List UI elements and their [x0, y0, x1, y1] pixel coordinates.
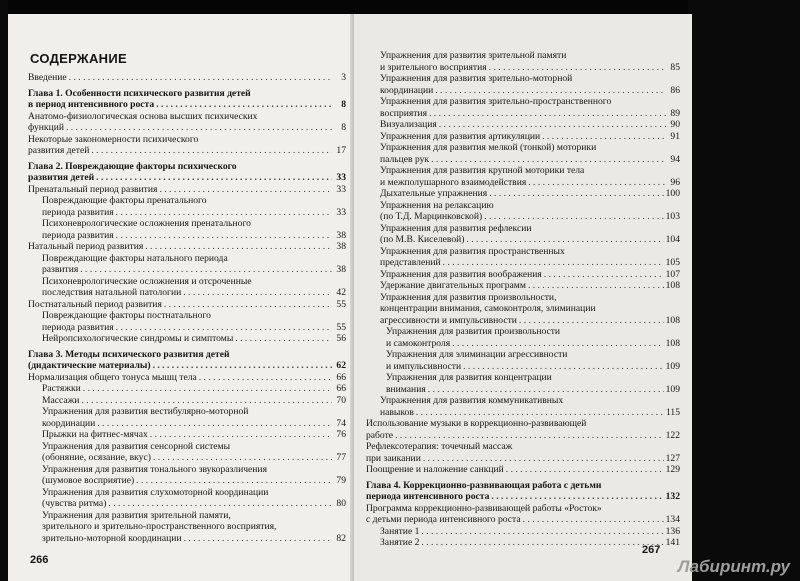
- toc-entry-line: (чувства ритма): [42, 498, 107, 509]
- scanner-bezel-left: [0, 0, 8, 581]
- toc-right-list: [366, 50, 680, 549]
- toc-entry-line: Некоторые закономерности психического: [28, 133, 199, 145]
- toc-entry-line: Поощрение и наложение санкций: [366, 464, 504, 475]
- toc-entry: [366, 464, 680, 476]
- toc-entry: [28, 333, 346, 345]
- toc-page-number: 109: [665, 383, 680, 395]
- toc-entry-line: зрительного и зрительно-пространственного восприятия,: [42, 521, 277, 532]
- toc-entry-line: Занятие 2: [380, 537, 420, 548]
- scanner-bezel-top: [0, 0, 800, 14]
- dot-leader: [159, 184, 332, 196]
- toc-entry-line: и самоконтроля: [386, 337, 451, 349]
- toc-entry: [366, 269, 680, 281]
- toc-page-number: 74: [336, 417, 346, 429]
- toc-entry-line: и импульсивности: [386, 360, 462, 372]
- dot-leader: [116, 230, 332, 242]
- toc-entry-leader-row: [366, 453, 680, 465]
- dot-leader: [69, 72, 332, 84]
- toc-entry-leader-row: [386, 384, 680, 396]
- toc-entry-leader-row: [42, 287, 346, 299]
- toc-entry-leader-row: [28, 241, 346, 253]
- dot-leader: [489, 188, 663, 200]
- dot-leader: [463, 361, 664, 373]
- dot-leader: [544, 269, 664, 281]
- toc-page-number: 127: [665, 452, 680, 464]
- toc-page-number: 108: [665, 337, 680, 349]
- toc-entry-line: периода развития: [42, 321, 114, 333]
- dot-leader: [491, 491, 663, 503]
- dot-leader: [528, 280, 664, 292]
- toc-page-number: 85: [670, 61, 680, 73]
- dot-leader: [506, 464, 664, 476]
- toc-entry-leader-row: [28, 184, 346, 196]
- toc-entry-line: Глава 1. Особенности психического развития детей: [28, 87, 251, 99]
- toc-entry-leader-row: [380, 177, 680, 189]
- toc-entry-leader-row: [42, 383, 346, 395]
- watermark: Лабиринт.ру: [677, 557, 790, 576]
- toc-entry: [366, 119, 680, 131]
- toc-entry: [366, 292, 680, 327]
- toc-entry-line: Упражнения для развития зрительной памяти: [380, 50, 567, 61]
- dot-leader: [542, 131, 666, 143]
- toc-entry-leader-row: [386, 338, 680, 350]
- toc-entry: [28, 299, 346, 311]
- dot-leader: [395, 430, 664, 442]
- toc-entry: [28, 184, 346, 196]
- toc-page-number: 108: [665, 280, 680, 291]
- toc-page-number: 108: [665, 314, 680, 326]
- dot-leader: [431, 154, 666, 166]
- toc-entry-leader-row: [28, 172, 346, 184]
- dot-leader: [91, 145, 332, 157]
- toc-entry-line: с детьми периода интенсивного роста: [366, 514, 521, 525]
- toc-entry-leader-row: [28, 299, 346, 311]
- toc-page-number: 66: [336, 383, 346, 394]
- toc-entry-line: навыков: [380, 406, 414, 418]
- toc-page-number: 38: [336, 264, 346, 275]
- dot-leader: [184, 533, 332, 545]
- toc-entry-line: Анатомо-физиологическая основа высших психических: [28, 110, 258, 122]
- dot-leader: [428, 384, 664, 396]
- right-page-number: 267: [642, 544, 661, 556]
- dot-leader: [156, 99, 332, 111]
- dot-leader: [83, 383, 332, 395]
- toc-entry-leader-row: [380, 257, 680, 269]
- dot-leader: [528, 177, 666, 189]
- toc-page-number: 8: [341, 122, 346, 133]
- toc-page-number: 56: [336, 333, 346, 344]
- toc-entry-line: Повреждающие факторы натального периода: [42, 252, 228, 264]
- toc-entry: [28, 134, 346, 157]
- toc-chapter-entry: [28, 88, 346, 111]
- toc-entry-line: Занятие 1: [380, 525, 420, 537]
- toc-entry-line: работе: [366, 429, 394, 441]
- toc-page-number: 115: [665, 406, 680, 418]
- toc-entry: [366, 200, 680, 223]
- toc-entry-leader-row: [42, 333, 346, 345]
- toc-entry: [28, 383, 346, 395]
- toc-entry-line: периода развития: [42, 229, 114, 241]
- toc-entry-leader-row: [380, 537, 680, 549]
- toc-entry-line: Пренатальный период развития: [28, 183, 158, 195]
- toc-entry-line: Постнатальный период развития: [28, 298, 162, 310]
- toc-chapter-entry: [28, 161, 346, 184]
- toc-entry-leader-row: [380, 269, 680, 281]
- toc-entry-leader-row: [366, 514, 680, 526]
- toc-entry-line: Дыхательные упражнения: [380, 188, 488, 199]
- toc-page-number: 90: [670, 119, 680, 130]
- toc-entry-leader-row: [380, 280, 680, 292]
- toc-entry-leader-row: [28, 372, 346, 384]
- toc-entry: [28, 111, 346, 134]
- toc-entry-line: развития детей: [28, 145, 90, 156]
- toc-entry-leader-row: [366, 491, 680, 503]
- toc-entry-line: Упражнения для развития слухомоторной координации: [42, 486, 269, 498]
- toc-entry-leader-row: [42, 264, 346, 276]
- toc-entry-line: координации: [42, 417, 96, 429]
- toc-page-number: 109: [665, 360, 680, 372]
- toc-entry-line: Нейропсихологические синдромы и симптомы: [42, 333, 234, 344]
- toc-entry-line: Упражнения для развития пространственных: [380, 245, 565, 257]
- dot-leader: [489, 62, 666, 74]
- dot-leader: [145, 241, 332, 253]
- dot-leader: [81, 395, 332, 407]
- dot-leader: [116, 207, 332, 219]
- toc-page-number: 104: [665, 234, 680, 245]
- scanner-bezel-right: [688, 0, 800, 581]
- toc-page-number: 86: [670, 84, 680, 96]
- toc-entry-line: Упражнения для развития вестибулярно-моторной: [42, 406, 249, 417]
- toc-entry: [366, 418, 680, 441]
- dot-leader: [97, 418, 332, 430]
- toc-entry-line: Массажи: [42, 394, 80, 406]
- dot-leader: [164, 299, 332, 311]
- toc-entry-line: Упражнения для развития концентрации: [386, 372, 552, 383]
- toc-entry-leader-row: [380, 119, 680, 131]
- toc-entry-line: Упражнения для развития произвольности,: [380, 291, 557, 303]
- toc-entry-leader-row: [366, 464, 680, 476]
- toc-entry-line: Глава 2. Повреждающие факторы психического: [28, 160, 237, 172]
- right-page: [354, 14, 692, 581]
- toc-entry-line: развития детей: [28, 172, 95, 183]
- toc-entry-line: Упражнения для развития тонального звукоразличения: [42, 463, 267, 475]
- dot-leader: [80, 264, 332, 276]
- toc-page-number: 3: [341, 72, 346, 83]
- toc-entry: [366, 372, 680, 395]
- toc-page-number: 103: [665, 211, 680, 222]
- toc-entry-leader-row: [42, 498, 346, 510]
- toc-entry-line: периода развития: [42, 206, 114, 218]
- toc-entry-line: Упражнения для развития произвольности: [386, 326, 561, 337]
- toc-page-number: 76: [336, 429, 346, 440]
- toc-page-number: 136: [665, 525, 680, 537]
- dot-leader: [429, 108, 666, 120]
- toc-entry-line: Упражнения на релаксацию: [380, 199, 494, 211]
- toc-page-number: 33: [336, 206, 346, 218]
- toc-entry-line: Упражнения для развития зрительной памяти,: [42, 509, 231, 521]
- dot-leader: [484, 211, 663, 223]
- toc-entry-line: Визуализация: [380, 119, 437, 130]
- toc-entry-line: Упражнения для развития сенсорной системы: [42, 440, 231, 452]
- toc-entry: [28, 253, 346, 276]
- dot-leader: [523, 514, 664, 526]
- dot-leader: [235, 333, 332, 345]
- toc-entry-leader-row: [42, 452, 346, 464]
- toc-entry: [366, 188, 680, 200]
- dot-leader: [108, 498, 332, 510]
- toc-entry-line: Упражнения для развития рефлексии: [380, 222, 532, 234]
- toc-entry: [28, 372, 346, 384]
- toc-entry-leader-row: [28, 360, 346, 372]
- toc-page-number: 38: [336, 241, 346, 252]
- toc-entry-line: (по М.В. Киселевой): [380, 234, 465, 245]
- toc-entry: [366, 395, 680, 418]
- toc-entry: [366, 165, 680, 188]
- toc-page-number: 42: [336, 287, 346, 298]
- toc-chapter-entry: [28, 349, 346, 372]
- toc-entry: [28, 406, 346, 429]
- toc-entry-line: Нормализация общего тонуса мышц тела: [28, 371, 197, 383]
- toc-entry-line: агрессивности и импульсивности: [380, 314, 517, 326]
- dot-leader: [443, 257, 664, 269]
- toc-entry-line: Использование музыки в коррекционно-развивающей: [366, 418, 587, 429]
- toc-entry-line: Упражнения для развития зрительно-моторной: [380, 73, 573, 84]
- toc-entry-line: координации: [380, 84, 434, 96]
- toc-entry: [28, 310, 346, 333]
- toc-left-list: [28, 72, 346, 544]
- toc-entry-leader-row: [42, 230, 346, 242]
- toc-entry-line: Натальный период развития: [28, 241, 144, 252]
- toc-entry-line: Глава 3. Методы психического развития детей: [28, 348, 230, 360]
- toc-entry: [366, 441, 680, 464]
- toc-entry: [366, 537, 680, 549]
- toc-entry-line: Растяжки: [42, 383, 81, 394]
- toc-entry-line: Прыжки на фитнес-мячах: [42, 429, 148, 440]
- toc-entry-leader-row: [380, 154, 680, 166]
- toc-entry-line: Глава 4. Коррекционно-развивающая работа с детьми: [366, 479, 602, 491]
- dot-leader: [423, 453, 664, 465]
- toc-entry: [366, 142, 680, 165]
- toc-entry-leader-row: [42, 429, 346, 441]
- toc-entry: [28, 195, 346, 218]
- toc-entry: [366, 503, 680, 526]
- dot-leader: [96, 172, 332, 184]
- toc-entry: [366, 526, 680, 538]
- dot-leader: [150, 429, 332, 441]
- toc-page-number: 38: [336, 229, 346, 241]
- toc-entry-line: Психоневрологические осложнения пренатального: [42, 218, 251, 229]
- contents-heading: СОДЕРЖАНИЕ: [30, 51, 127, 66]
- left-page-number: 266: [30, 554, 49, 566]
- toc-entry-leader-row: [380, 62, 680, 74]
- toc-page-number: 55: [336, 298, 346, 310]
- toc-page-number: 82: [336, 532, 346, 544]
- toc-entry: [366, 326, 680, 349]
- toc-entry: [366, 280, 680, 292]
- toc-entry-line: функций: [28, 122, 64, 133]
- toc-entry: [28, 218, 346, 241]
- toc-entry: [28, 395, 346, 407]
- toc-entry: [366, 349, 680, 372]
- toc-entry-line: внимания: [386, 383, 426, 395]
- toc-entry-line: Программа коррекционно-развивающей работы «Росток»: [366, 502, 602, 514]
- toc-entry-leader-row: [366, 430, 680, 442]
- toc-entry-leader-row: [380, 108, 680, 120]
- toc-entry-leader-row: [380, 234, 680, 246]
- toc-entry: [28, 441, 346, 464]
- toc-entry: [28, 510, 346, 545]
- toc-entry-leader-row: [42, 418, 346, 430]
- toc-entry-line: зрительно-моторной координации: [42, 532, 182, 544]
- toc-entry: [28, 487, 346, 510]
- toc-entry-leader-row: [42, 533, 346, 545]
- toc-entry-line: представлений: [380, 257, 441, 268]
- toc-page-number: 79: [336, 475, 346, 486]
- dot-leader: [439, 119, 666, 131]
- toc-page-number: 8: [341, 99, 346, 110]
- toc-entry-leader-row: [28, 145, 346, 157]
- toc-entry-line: пальцев рук: [380, 153, 430, 165]
- toc-entry-leader-row: [42, 207, 346, 219]
- dot-leader: [466, 234, 663, 246]
- toc-entry-leader-row: [380, 188, 680, 200]
- toc-page-number: 129: [665, 464, 680, 475]
- dot-leader: [153, 452, 332, 464]
- toc-entry-leader-row: [386, 361, 680, 373]
- toc-entry-leader-row: [28, 72, 346, 84]
- toc-entry: [366, 131, 680, 143]
- toc-page-number: 89: [670, 107, 680, 119]
- dot-leader: [136, 475, 332, 487]
- toc-entry: [28, 276, 346, 299]
- toc-entry-line: Упражнения для развития мелкой (тонкой) моторики: [380, 142, 597, 153]
- toc-entry: [366, 246, 680, 269]
- toc-entry: [366, 223, 680, 246]
- dot-leader: [421, 526, 663, 538]
- toc-page-number: 62: [336, 360, 346, 371]
- left-page: [8, 14, 354, 581]
- toc-page-number: 107: [665, 268, 680, 280]
- toc-entry-line: (обоняние, осязание, вкус): [42, 452, 151, 463]
- toc-entry: [28, 72, 346, 84]
- toc-page-number: 17: [336, 145, 346, 156]
- toc-entry-leader-row: [42, 475, 346, 487]
- toc-page-number: 134: [665, 514, 680, 525]
- toc-page-number: 122: [665, 429, 680, 441]
- toc-page-number: 66: [336, 371, 346, 383]
- toc-entry-line: Упражнения для элиминации агрессивности: [386, 349, 568, 360]
- toc-entry-line: последствия натальной патологии: [42, 287, 182, 298]
- dot-leader: [452, 338, 663, 350]
- toc-page-number: 141: [665, 537, 680, 548]
- toc-entry-line: восприятия: [380, 107, 427, 119]
- dot-leader: [519, 315, 664, 327]
- toc-entry-leader-row: [380, 407, 680, 419]
- toc-entry-line: Упражнения для развития артикуляции: [380, 130, 541, 142]
- toc-entry-line: (дидактические материалы): [28, 360, 151, 371]
- toc-entry-line: Рефлексотерапия: точечный массаж: [366, 441, 513, 452]
- toc-entry-line: Упражнения для развития коммуникативных: [380, 395, 564, 406]
- dot-leader: [116, 322, 332, 334]
- toc-entry-line: концентрации внимания, самоконтроля, элиминации: [380, 303, 596, 314]
- toc-page-number: 77: [336, 452, 346, 463]
- toc-entry: [366, 50, 680, 73]
- toc-entry: [366, 96, 680, 119]
- toc-entry-leader-row: [380, 131, 680, 143]
- toc-entry-leader-row: [42, 322, 346, 334]
- toc-entry: [366, 73, 680, 96]
- dot-leader: [199, 372, 332, 384]
- toc-entry-leader-row: [380, 211, 680, 223]
- toc-entry-line: (по Т.Д. Марцинковской): [380, 211, 483, 222]
- toc-page-number: 33: [336, 183, 346, 195]
- toc-entry-line: Упражнения для развития зрительно-пространственного: [380, 96, 612, 107]
- toc-entry-line: развития: [42, 264, 79, 275]
- toc-page-number: 80: [336, 498, 346, 509]
- dot-leader: [153, 360, 332, 372]
- toc-entry-leader-row: [380, 85, 680, 97]
- toc-entry-line: и зрительного восприятия: [380, 61, 487, 73]
- toc-page-number: 33: [336, 172, 346, 183]
- toc-page-number: 105: [665, 257, 680, 268]
- dot-leader: [66, 122, 332, 134]
- toc-chapter-entry: [366, 480, 680, 503]
- toc-entry-line: Повреждающие факторы постнатального: [42, 310, 211, 321]
- toc-page-number: 96: [670, 176, 680, 188]
- toc-entry-leader-row: [28, 99, 346, 111]
- toc-entry-line: и межполушарного взаимодействия: [380, 176, 527, 188]
- dot-leader: [435, 85, 666, 97]
- toc-entry-leader-row: [42, 395, 346, 407]
- toc-page-number: 100: [665, 188, 680, 199]
- toc-entry-leader-row: [380, 526, 680, 538]
- toc-entry-line: Повреждающие факторы пренатального: [42, 195, 207, 206]
- toc-page-number: 70: [336, 394, 346, 406]
- toc-entry: [28, 464, 346, 487]
- toc-entry-leader-row: [380, 315, 680, 327]
- toc-entry: [28, 429, 346, 441]
- toc-entry-line: Психоневрологические осложнения и отсроченные: [42, 275, 252, 287]
- toc-page-number: 132: [665, 491, 680, 502]
- toc-entry-line: Упражнения для развития воображения: [380, 268, 542, 280]
- toc-page-number: 55: [336, 321, 346, 333]
- toc-entry-line: (шумовое восприятие): [42, 475, 135, 486]
- dot-leader: [183, 287, 332, 299]
- toc-entry-line: Удержание двигательных программ: [380, 280, 526, 291]
- toc-entry-line: Введение: [28, 72, 67, 83]
- toc-entry-leader-row: [28, 122, 346, 134]
- toc-page-number: 91: [670, 130, 680, 142]
- toc-entry: [28, 241, 346, 253]
- toc-entry-line: периода интенсивного роста: [366, 491, 490, 502]
- toc-entry-line: в период интенсивного роста: [28, 99, 155, 110]
- toc-entry-line: Упражнения для развития крупной моторики тела: [380, 165, 585, 176]
- dot-leader: [416, 407, 664, 419]
- dot-leader: [421, 537, 663, 549]
- toc-page-number: 94: [670, 153, 680, 165]
- toc-entry-line: при заикании: [366, 452, 421, 464]
